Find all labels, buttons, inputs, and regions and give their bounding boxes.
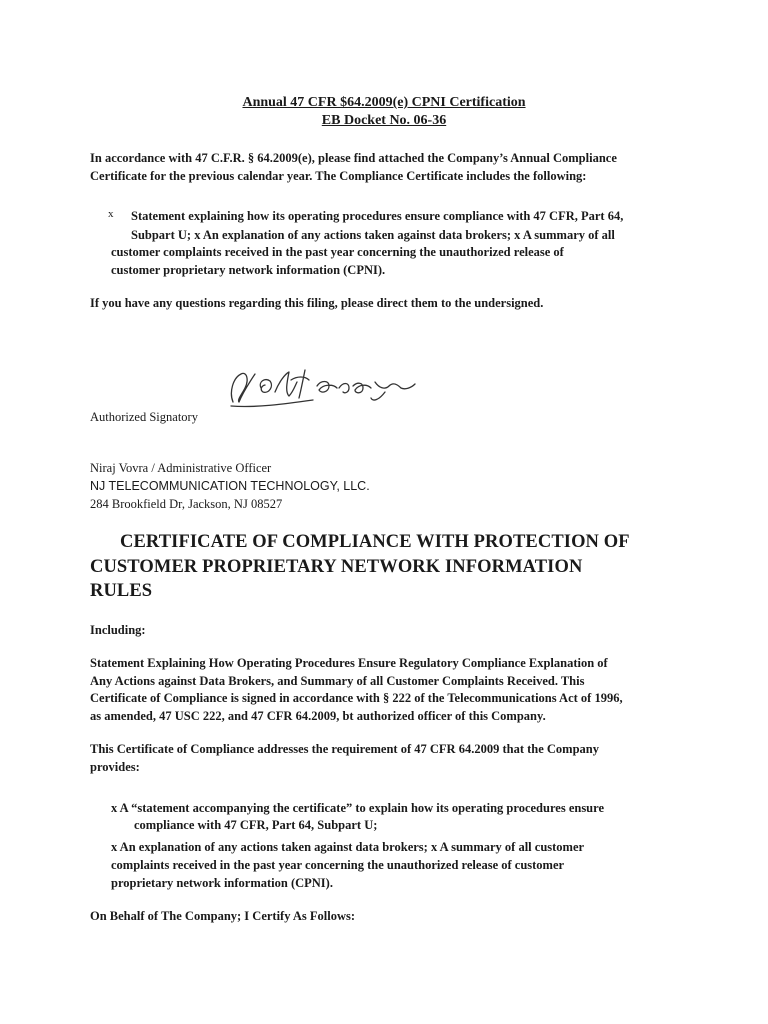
bullet-marker: x <box>108 208 114 220</box>
docket-number: EB Docket No. 06-36 <box>321 113 447 128</box>
questions-line: If you have any questions regarding this filing, please direct them to the undersigned. <box>90 296 544 310</box>
certificate-para1-line-3: Certificate of Compliance is signed in accordance with § 222 of the Telecommunications Act of 1996, <box>90 691 623 705</box>
certificate-bullet2-line-3: proprietary network information (CPNI). <box>111 876 333 890</box>
signatory-label: Authorized Signatory <box>90 410 198 424</box>
certificate-heading-line-2: CUSTOMER PROPRIETARY NETWORK INFORMATION <box>90 557 583 577</box>
certificate-bullet1-line-2: compliance with 47 CFR, Part 64, Subpart U; <box>134 818 378 832</box>
company-name: NJ TELECOMMUNICATION TECHNOLOGY, LLC. <box>90 479 370 493</box>
including-label: Including: <box>90 623 146 637</box>
bullet-line-1: Statement explaining how its operating procedures ensure compliance with 47 CFR, Part 64, <box>131 209 624 223</box>
certificate-bullet2-line-1: x An explanation of any actions taken against data brokers; x A summary of all customer <box>111 840 585 854</box>
certificate-heading-line-3: RULES <box>90 581 153 601</box>
certify-closing: On Behalf of The Company; I Certify As Follows: <box>90 909 356 923</box>
bullet-line-2: Subpart U; x An explanation of any actions taken against data brokers; x A summary of all <box>131 228 615 242</box>
certificate-para2-line-2: provides: <box>90 760 140 774</box>
bullet-line-3: customer complaints received in the past year concerning the unauthorized release of <box>111 245 564 259</box>
bullet-line-4: customer proprietary network information (CPNI). <box>111 263 386 277</box>
intro-line-2: Certificate for the previous calendar year. The Compliance Certificate includes the following: <box>90 169 587 183</box>
certificate-para2-line-1: This Certificate of Compliance addresses the requirement of 47 CFR 64.2009 that the Company <box>90 742 599 756</box>
company-address: 284 Brookfield Dr, Jackson, NJ 08527 <box>90 497 283 511</box>
certificate-para1-line-4: as amended, 47 USC 222, and 47 CFR 64.2009, bt authorized officer of this Company. <box>90 709 546 723</box>
handwritten-signature <box>225 362 425 414</box>
intro-line-1: In accordance with 47 C.F.R. § 64.2009(e), please find attached the Company’s Annual Compliance <box>90 151 617 165</box>
certificate-para1-line-1: Statement Explaining How Operating Procedures Ensure Regulatory Compliance Explanation of <box>90 656 608 670</box>
document-title: Annual 47 CFR $64.2009(e) CPNI Certification <box>242 95 526 110</box>
certificate-bullet1-line-1: x A “statement accompanying the certificate” to explain how its operating procedures ensure <box>111 801 605 815</box>
certificate-para1-line-2: Any Actions against Data Brokers, and Summary of all Customer Complaints Received. This <box>90 674 585 688</box>
signatory-name: Niraj Vovra / Administrative Officer <box>90 461 272 475</box>
certificate-bullet2-line-2: complaints received in the past year concerning the unauthorized release of customer <box>111 858 565 872</box>
certificate-heading-line-1: CERTIFICATE OF COMPLIANCE WITH PROTECTION OF <box>120 532 630 552</box>
